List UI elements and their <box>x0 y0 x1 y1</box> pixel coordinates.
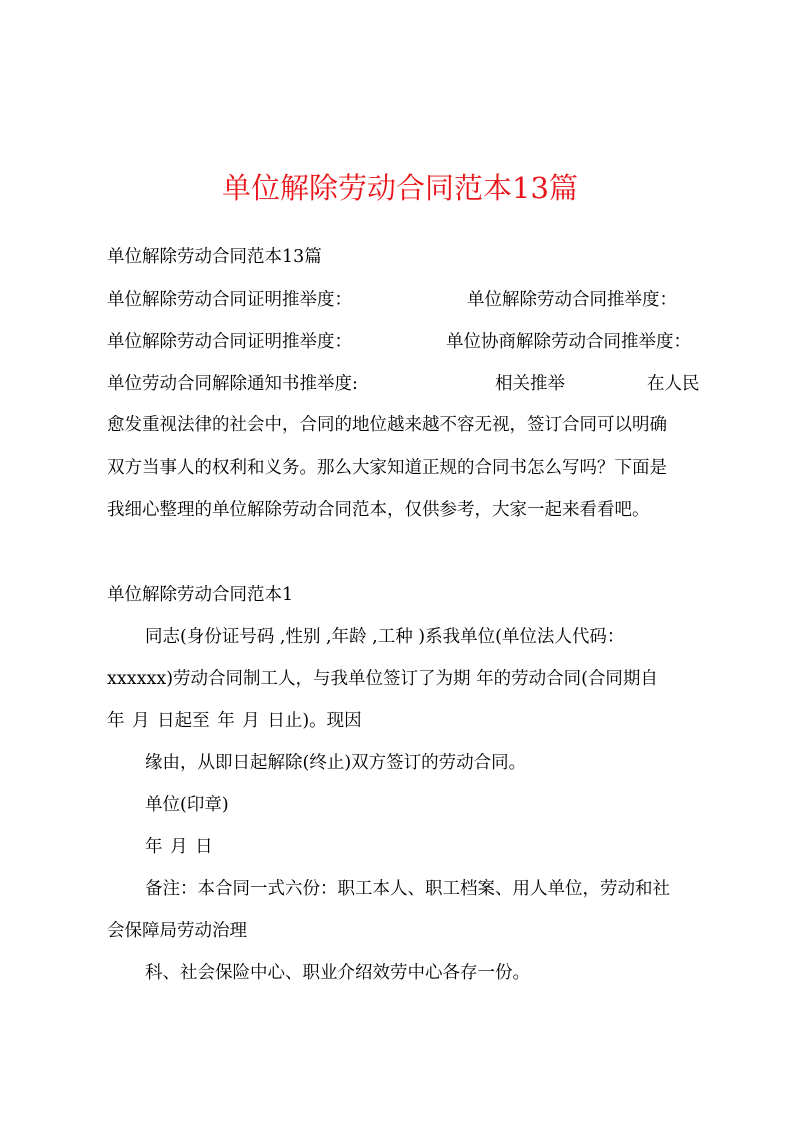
remark-line-2: 会保障局劳动治理 <box>107 921 247 941</box>
intro-line-3: 我细心整理的单位解除劳动合同范本，仅供参考，大家一起来看看吧。 <box>107 500 650 520</box>
recommend-line-1-right[interactable]: 单位解除劳动合同推举度： <box>467 290 677 310</box>
body-line-1: 同志(身份证号码 ,性别 ,年龄 ,工种 )系我单位(单位法人代码： <box>145 627 625 647</box>
related-recommend-label[interactable]: 相关推举 <box>495 374 565 394</box>
remark-line-3: 科、社会保险中心、职业介绍效劳中心各存一份。 <box>145 963 530 983</box>
body-line-2: xxxxxx)劳动合同制工人，与我单位签订了为期 年的劳动合同(合同期自 <box>107 669 658 689</box>
recommend-line-3-left[interactable]: 单位劳动合同解除通知书推举度: <box>107 374 358 394</box>
body-line-4: 缘由，从即日起解除(终止)双方签订的劳动合同。 <box>145 753 527 773</box>
recommend-line-2-right[interactable]: 单位协商解除劳动合同推举度： <box>446 332 691 352</box>
intro-line-1: 愈发重视法律的社会中，合同的地位越来越不容无视，签订合同可以明确 <box>107 415 667 435</box>
intro-text-start: 在人民 <box>647 374 700 394</box>
recommend-line-1-left[interactable]: 单位解除劳动合同证明推举度： <box>107 290 352 310</box>
remark-line-1: 备注：本合同一式六份：职工本人、职工档案、用人单位，劳动和社 <box>145 879 670 899</box>
section-1-heading: 单位解除劳动合同范本1 <box>107 585 294 605</box>
date-line: 年 月 日 <box>145 837 213 857</box>
recommend-line-2-left[interactable]: 单位解除劳动合同证明推举度： <box>107 332 352 352</box>
intro-line-2: 双方当事人的权利和义务。那么大家知道正规的合同书怎么写吗？下面是 <box>107 458 667 478</box>
document-title: 单位解除劳动合同范本13篇 <box>222 171 578 205</box>
body-line-3: 年 月 日起至 年 月 日止)。现因 <box>107 711 362 731</box>
document-subtitle: 单位解除劳动合同范本13篇 <box>107 247 322 267</box>
company-seal-line: 单位(印章) <box>145 795 229 815</box>
